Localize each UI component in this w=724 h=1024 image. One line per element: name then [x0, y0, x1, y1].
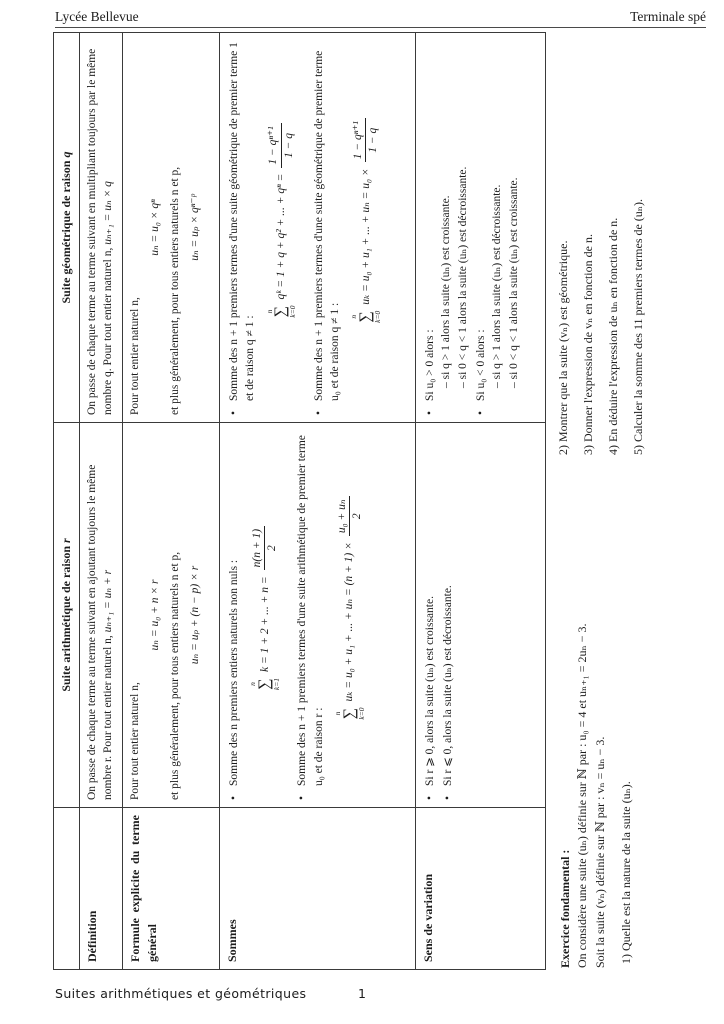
row-label-definition: Définition [80, 808, 123, 970]
column-header-arithmetic-text: Suite arithmétique de raison [59, 546, 73, 692]
sum-lower-limit: k=0 [356, 707, 366, 720]
sommes-geo-item-2 [311, 40, 388, 415]
sum-formula-geo-2 [350, 40, 381, 401]
sens-geo-sub-1b: – si 0 < q < 1 alors la suite (uₙ) est décroissante. [456, 166, 469, 388]
sens-arith-text-2: Si r ⩽ 0, alors la suite (uₙ) est décroissante. [442, 585, 455, 786]
sum-formula-arith-2 [334, 430, 365, 786]
sens-geo-head-2: Si u₀ < 0 alors : [475, 329, 488, 401]
column-header-arithmetic-var: r [59, 538, 73, 543]
sens-arith-item-2 [440, 430, 456, 800]
sommes-arith-item-2 [294, 430, 371, 800]
bullet-icon: • [312, 410, 325, 415]
sommes-geo-item-2-text: Somme des n + 1 premiers termes d'une suite géométrique de premier terme u₀ et de raison q ≠ 1 : [312, 50, 342, 401]
bullet-icon: • [475, 410, 488, 415]
sens-geo-sub-2b: – si 0 < q < 1 alors la suite (uₙ) est croissante. [507, 177, 520, 388]
exercise-question-1: 1) Quelle est la nature de la suite (uₙ). [619, 781, 634, 964]
fraction [266, 123, 296, 167]
cell-definition-geometric [80, 33, 123, 423]
sum-upper-limit: n [264, 309, 274, 314]
table-header-row [54, 33, 80, 970]
sens-arith-text-1: Si r ⩾ 0, alors la suite (uₙ) est croissante. [424, 596, 437, 786]
bullet-icon: • [442, 795, 455, 800]
sigma-icon: ∑ [272, 305, 290, 318]
sum-upper-limit: n [349, 314, 359, 319]
sommes-geo-item-1-text: Somme des n + 1 premiers termes d'une suite géométrique de premier terme 1 et de raison q ≠ 1 : [228, 42, 257, 401]
exercise-question-3: 3) Donner l'expression de vₙ en fonction de n. [581, 234, 595, 455]
sommes-arith-item-1-text: Somme des n premiers entiers naturels non nuls : [228, 559, 241, 786]
fraction [250, 526, 280, 570]
fraction-denominator: 2 [266, 545, 279, 551]
fraction [335, 496, 365, 536]
exercise-question-4: 4) En déduire l'expression de uₙ en fonction de n. [606, 217, 620, 455]
column-header-geometric-var: q [59, 151, 73, 158]
sommes-geo-item-1 [226, 40, 303, 415]
formule-geo-intro1: Pour tout entier naturel n, [129, 297, 142, 415]
definition-geo-text: On passe de chaque terme au terme suivant en multipliant toujours par le même nombre q. Pour tout entier naturel n, [86, 48, 115, 415]
sommes-arith-item-2-text: Somme des n + 1 premiers termes d'une suite arithmétique de premier terme u₀ et de raison r : [296, 435, 325, 786]
cell-formule-arithmetic [123, 423, 220, 808]
fraction-numerator: u₀ + uₙ [335, 496, 350, 536]
column-header-arithmetic [54, 423, 80, 808]
exercise-question-5: 5) Calculer la somme des 11 premiers termes de (uₙ). [631, 199, 645, 455]
sequences-summary-table [53, 32, 546, 970]
sum-body: uₖ = u₀ + u₁ + ... + uₙ = u₀ × [359, 168, 372, 305]
sens-geo-item-1 [422, 40, 471, 415]
sens-arith-item-1 [422, 430, 438, 800]
sum-body: k = 1 + 2 + ... + n = [258, 576, 271, 672]
row-label-sommes: Sommes [220, 808, 416, 970]
formule-arith-formula2: uₙ = uₚ + (n − p) × r [189, 565, 202, 665]
cell-sommes-arithmetic [220, 423, 416, 808]
sigma-with-limits [266, 305, 297, 317]
definition-arith-formula: uₙ₊₁ = uₙ + r [102, 569, 115, 633]
exercise-intro-block [557, 463, 636, 968]
bullet-icon: • [228, 795, 241, 800]
definition-row [80, 33, 123, 970]
sigma-with-limits [249, 678, 280, 690]
row-label-sens: Sens de variation [416, 808, 546, 970]
exercise-title: Exercice fondamental : [558, 849, 572, 968]
bullet-icon: • [296, 795, 309, 800]
cell-sens-geometric [416, 33, 546, 423]
rotated-landscape-content [53, 33, 713, 970]
cell-definition-arithmetic [80, 423, 123, 808]
formule-arith-intro1: Pour tout entier naturel n, [129, 682, 142, 800]
definition-geo-formula: uₙ₊₁ = uₙ × q [102, 181, 115, 245]
fraction-denominator: 1 − q [282, 133, 295, 159]
formule-arith-intro2: et plus généralement, pour tous entiers naturels n et p, [168, 551, 181, 800]
sum-body: qᵏ = 1 + q + q² + ... + qⁿ = [275, 173, 288, 300]
header-class-level: Terminale spé [630, 9, 706, 24]
column-header-geometric [54, 33, 80, 423]
sum-formula-geo-1 [266, 40, 297, 401]
footer-document-title: Suites arithmétiques et géométriques [55, 986, 307, 1001]
sum-upper-limit: n [248, 682, 258, 686]
exercise-intro-line-2: Soit la suite (vₙ) définie sur ℕ par : vₙ = uₙ − 3. [592, 736, 607, 968]
column-header-geometric-text: Suite géométrique de raison [59, 160, 73, 304]
sommes-arith-item-1 [226, 430, 286, 800]
fraction-numerator: n(n + 1) [250, 526, 265, 570]
sums-row [220, 33, 416, 970]
header-rule [55, 27, 706, 28]
cell-sommes-geometric [220, 33, 416, 423]
formule-geo-formula1: uₙ = u₀ × qⁿ [149, 199, 162, 256]
corner-cell [54, 808, 80, 970]
bullet-icon: • [424, 795, 437, 800]
sigma-with-limits [350, 311, 381, 323]
formule-geo-intro2: et plus généralement, pour tous entiers naturels n et p, [168, 166, 181, 415]
sigma-icon: ∑ [340, 707, 358, 720]
fraction [351, 118, 381, 162]
exercise-question-2: 2) Montrer que la suite (vₙ) est géométrique. [556, 240, 570, 455]
sum-lower-limit: k=1 [271, 677, 281, 691]
definition-arith-text: On passe de chaque terme au terme suivant en ajoutant toujours le même nombre r. Pour tout entier naturel n, [86, 464, 115, 800]
header-school-name: Lycée Bellevue [55, 9, 139, 24]
exercise-questions-block [551, 35, 651, 455]
sum-formula-arith-1 [249, 430, 280, 786]
exercise-intro-line-1: On considère une suite (uₙ) définie sur ℕ par : u₀ = 4 et uₙ₊₁ = 2uₙ − 3. [575, 623, 590, 968]
sigma-icon: ∑ [356, 311, 374, 323]
cell-sens-arithmetic [416, 423, 546, 808]
sens-geo-sub-1a: – si q > 1 alors la suite (uₙ) est croissante. [440, 195, 453, 388]
formule-geo-formula2: uₙ = uₚ × qⁿ⁻ᵖ [189, 194, 202, 261]
bullet-icon: • [228, 410, 241, 415]
sigma-icon: ∑ [255, 678, 273, 690]
sum-lower-limit: k=0 [288, 305, 298, 318]
fraction-denominator: 1 − q [367, 127, 380, 153]
sens-geo-sub-2a: – si q > 1 alors la suite (uₙ) est décroissante. [491, 184, 504, 388]
sigma-with-limits [334, 707, 365, 719]
sens-geo-item-2 [473, 40, 522, 415]
sens-geo-head-1: Si u₀ > 0 alors : [424, 329, 437, 401]
variation-row [416, 33, 546, 970]
bullet-icon: • [424, 410, 437, 415]
footer-page-number: 1 [358, 986, 366, 1001]
sum-lower-limit: k=0 [372, 310, 382, 323]
cell-formule-geometric [123, 33, 220, 423]
fraction-numerator: 1 − qⁿ⁺¹ [351, 118, 366, 162]
formule-arith-formula1: uₙ = u₀ + n × r [149, 579, 162, 651]
fraction-denominator: 2 [351, 513, 364, 520]
fraction-numerator: 1 − qⁿ⁺¹ [266, 123, 281, 167]
row-label-formule: Formule explicite du terme général [123, 808, 220, 970]
explicit-formula-row [123, 33, 220, 970]
sum-body: uₖ = u₀ + u₁ + ... + uₙ = (n + 1) × [343, 542, 356, 702]
sum-upper-limit: n [333, 711, 343, 716]
